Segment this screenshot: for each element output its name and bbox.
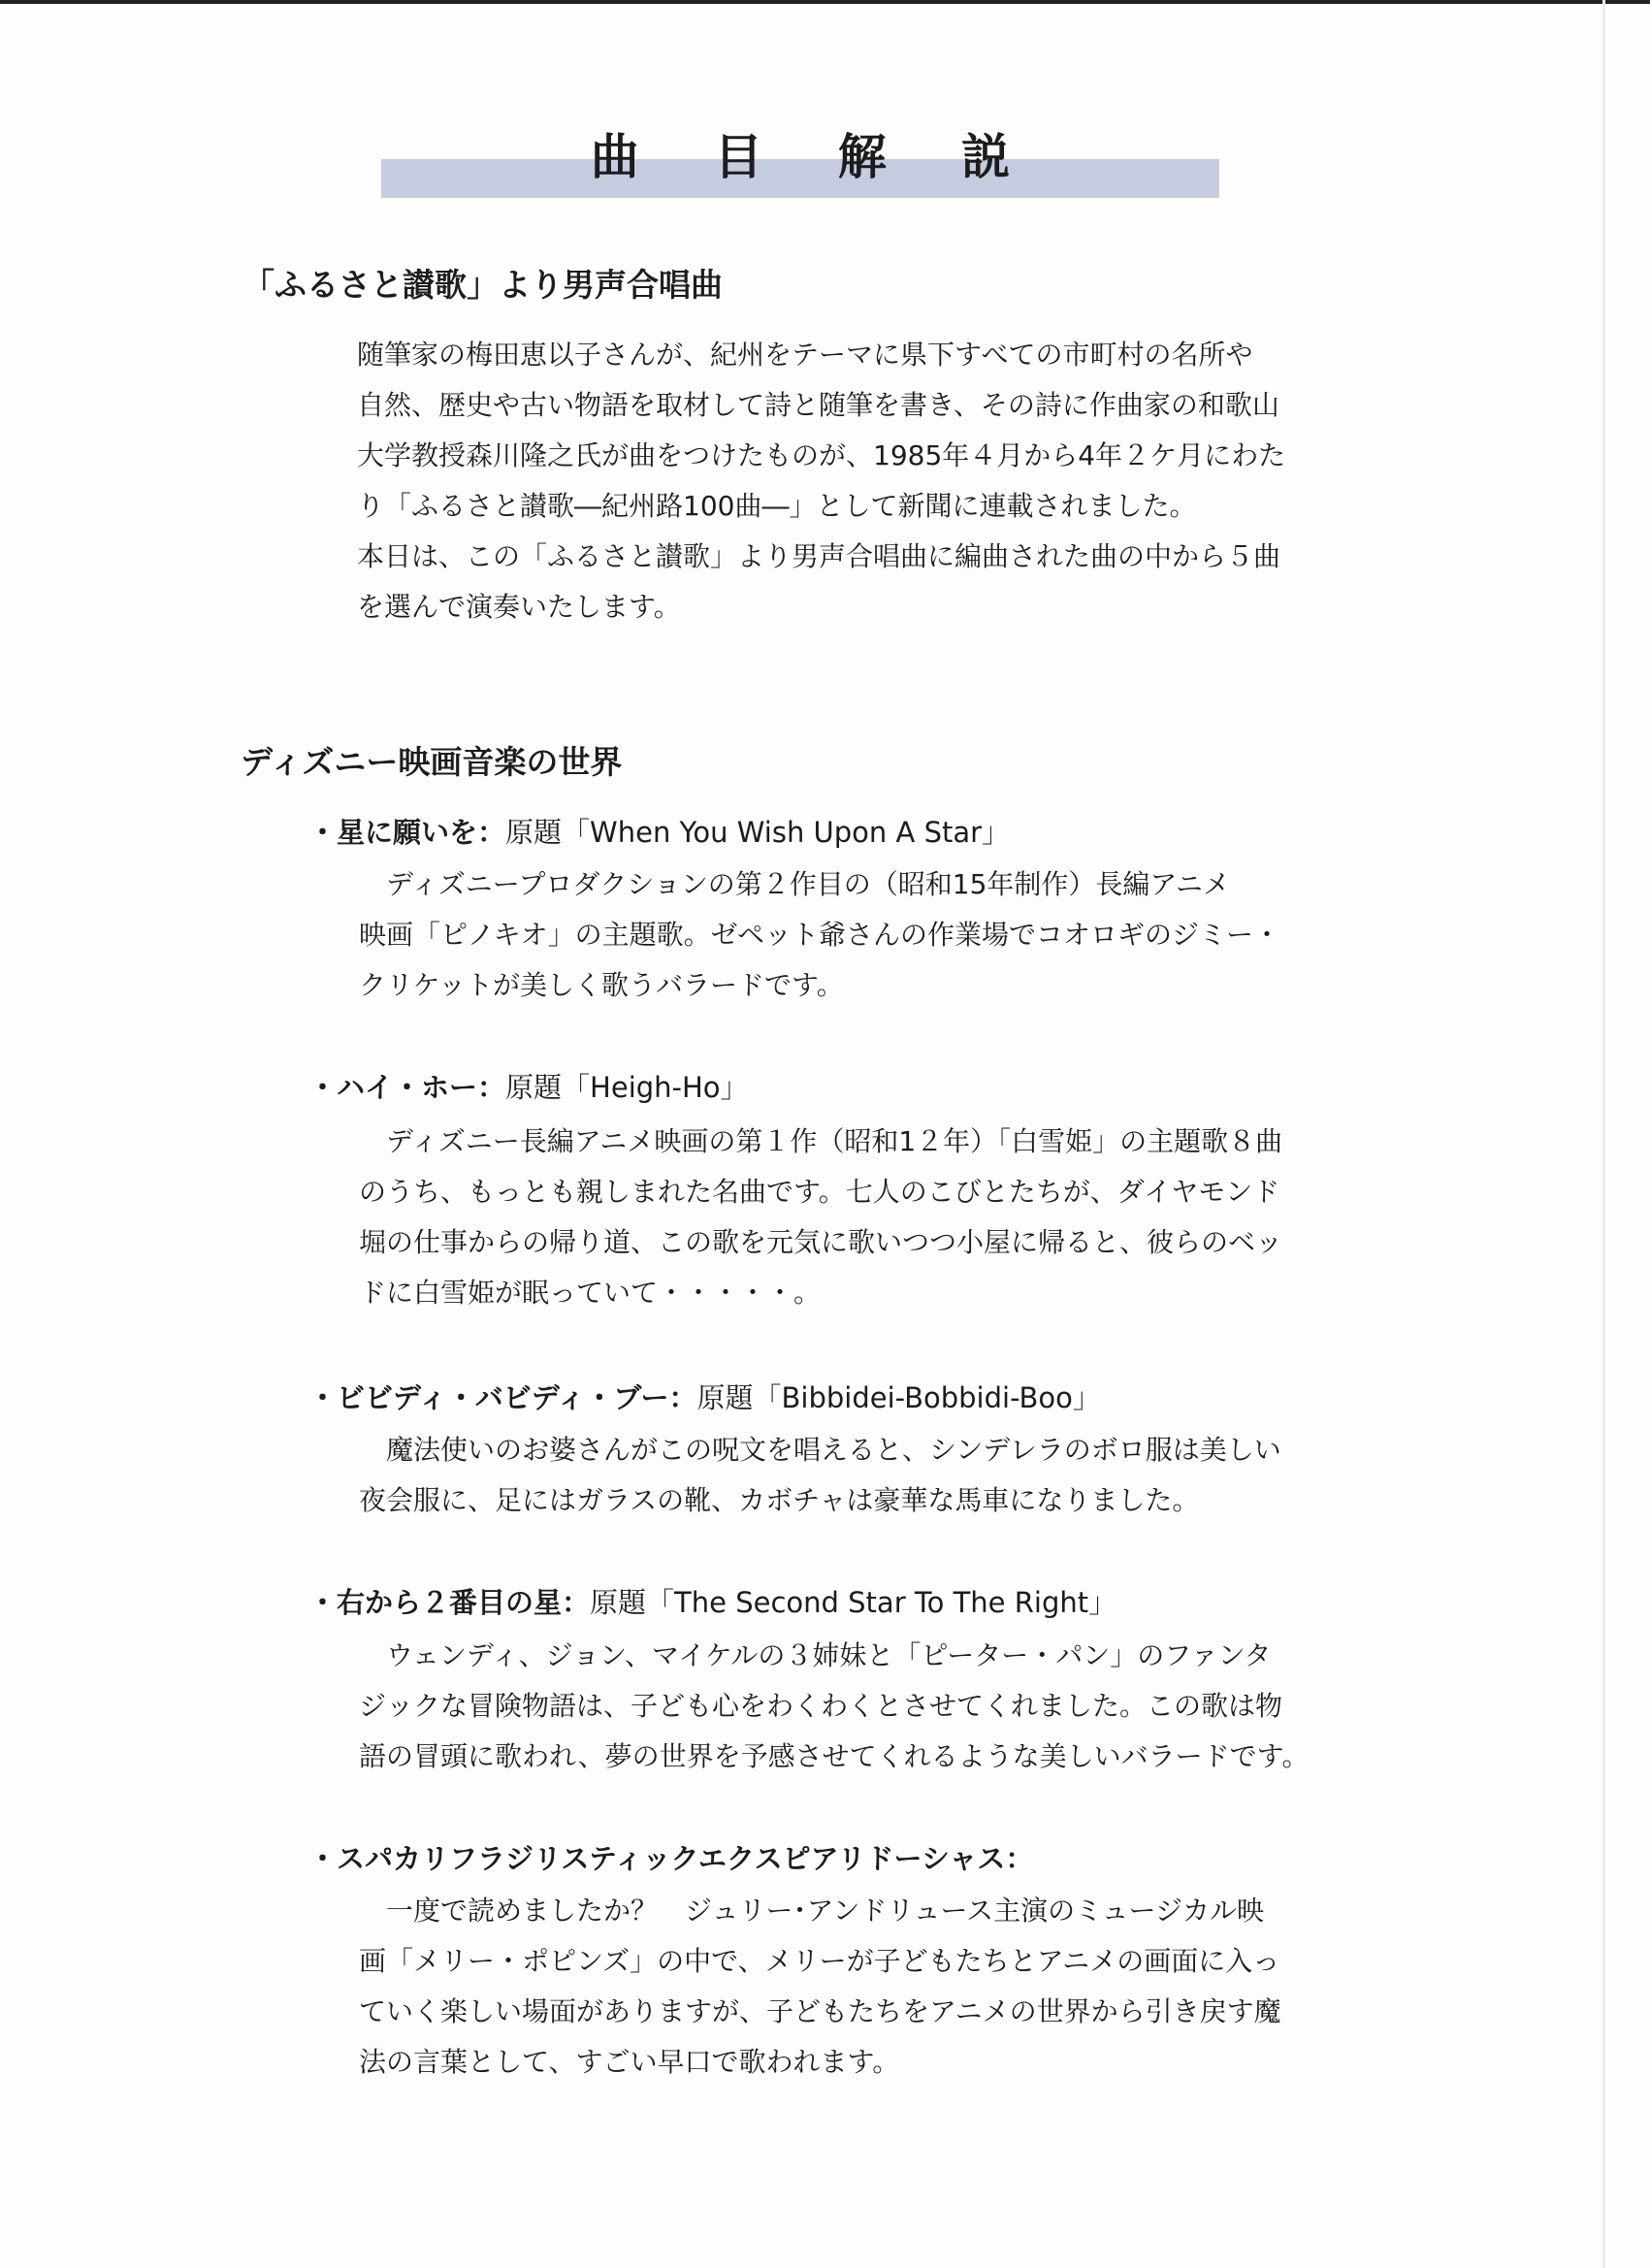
song-description: [359, 859, 1280, 1011]
page-right-edge: [1602, 0, 1605, 2268]
song-en-title: 「Bibbidei-Bobbidi-Boo」: [753, 1381, 1101, 1414]
text-line: 画「メリー・ポピンズ」の中で、メリーが子どもたちとアニメの画面に入っ: [359, 1945, 1280, 1977]
original-title-label: 原題: [696, 1381, 754, 1414]
text-line: のうち、もっとも親しまれた名曲です。七人のこびとたちが、ダイヤモンド: [359, 1176, 1280, 1208]
song-description: [359, 1117, 1282, 1318]
bullet: ・: [308, 1071, 338, 1104]
song-description: [359, 1631, 1309, 1782]
section-heading-text: 「ふるさと讃歌」より男声合唱曲: [243, 266, 723, 304]
text-line: 堀の仕事からの帰り道、この歌を元気に歌いつつ小屋に帰ると、彼らのベッ: [359, 1226, 1283, 1258]
original-title-label: 原題: [590, 1586, 647, 1619]
song-description: [359, 1425, 1281, 1526]
bullet: ・: [308, 1586, 338, 1619]
text-line: 一度で読めましたか？ ジュリー･アンドリュース主演のミュージカル映: [386, 1895, 1264, 1927]
original-title-label: 原題: [505, 1071, 563, 1104]
song-jp-title: 右から２番目の星：: [337, 1586, 591, 1619]
song-jp-title: スパカリフラジリスティックエクスピアリドーシャス：: [337, 1842, 1034, 1875]
text-line: クリケットが美しく歌うバラードです。: [359, 969, 844, 1001]
text-line: 夜会服に、足にはガラスの靴、カボチャは豪華な馬車になりました。: [359, 1484, 1200, 1516]
text-line: 法の言葉として、すごい早口で歌われます。: [359, 2046, 900, 2078]
song-title: [308, 813, 1010, 852]
original-title-label: 原題: [505, 816, 563, 849]
page-top-edge: [0, 0, 1650, 4]
section-furusato-body: [357, 330, 1285, 632]
song-title: [308, 1378, 1101, 1417]
section-heading-disney: ディズニー映画音楽の世界: [241, 743, 623, 781]
song-jp-title: 星に願いを：: [337, 816, 506, 849]
text-line: ていく楽しい場面がありますが、子どもたちをアニメの世界から引き戻す魔: [359, 1995, 1281, 2027]
text-line: ディズニープロダクションの第２作目の（昭和15年制作）長編アニメ: [386, 868, 1231, 900]
song-jp-title: ハイ・ホー：: [337, 1071, 506, 1104]
bullet: ・: [308, 816, 338, 849]
page-title: 曲 目 解 説: [590, 129, 1040, 185]
text-line: 語の冒頭に歌われ、夢の世界を予感させてくれるような美しいバラードです。: [359, 1740, 1310, 1772]
song-title: [308, 1583, 1116, 1622]
song-title: [308, 1068, 749, 1107]
song-description: [359, 1886, 1281, 2088]
song-en-title: 「The Second Star To The Right」: [646, 1586, 1117, 1619]
text-line: ジックな冒険物語は、子ども心をわくわくとさせてくれました。この歌は物: [359, 1690, 1283, 1722]
bullet: ・: [308, 1381, 338, 1414]
bullet: ・: [308, 1842, 338, 1875]
song-title: [308, 1839, 1033, 1878]
text-line: 大学教授森川隆之氏が曲をつけたものが、1985年４月から4年２ケ月にわた: [357, 439, 1286, 471]
text-line: 本日は、この「ふるさと讃歌」より男声合唱曲に編曲された曲の中から５曲: [357, 540, 1281, 572]
text-line: 自然、歴史や古い物語を取材して詩と随筆を書き、その詩に作曲家の和歌山: [357, 389, 1279, 421]
text-line: ディズニー長編アニメ映画の第１作（昭和1２年）「白雪姫」の主題歌８曲: [386, 1125, 1283, 1157]
song-jp-title: ビビディ・バビディ・ブー：: [337, 1381, 697, 1414]
text-line: ウェンディ、ジョン、マイケルの３姉妹と「ピーター・パン」のファンタ: [386, 1639, 1272, 1671]
song-en-title: 「Heigh-Ho」: [562, 1071, 749, 1104]
text-line: 映画「ピノキオ」の主題歌。ゼペット爺さんの作業場でコオロギのジミー・: [359, 919, 1281, 951]
text-line: 魔法使いのお婆さんがこの呪文を唱えると、シンデレラのボロ服は美しい: [386, 1434, 1281, 1466]
text-line: 随筆家の梅田恵以子さんが、紀州をテーマに県下すべての市町村の名所や: [357, 339, 1253, 371]
song-en-title: 「When You Wish Upon A Star」: [562, 816, 1011, 849]
text-line: を選んで演奏いたします。: [357, 591, 681, 623]
text-line: ドに白雪姫が眠っていて・・・・・。: [359, 1277, 822, 1309]
section-heading-furusato: [243, 264, 723, 307]
text-line: り「ふるさと讃歌―紀州路100曲―」として新聞に連載されました。: [357, 490, 1197, 522]
